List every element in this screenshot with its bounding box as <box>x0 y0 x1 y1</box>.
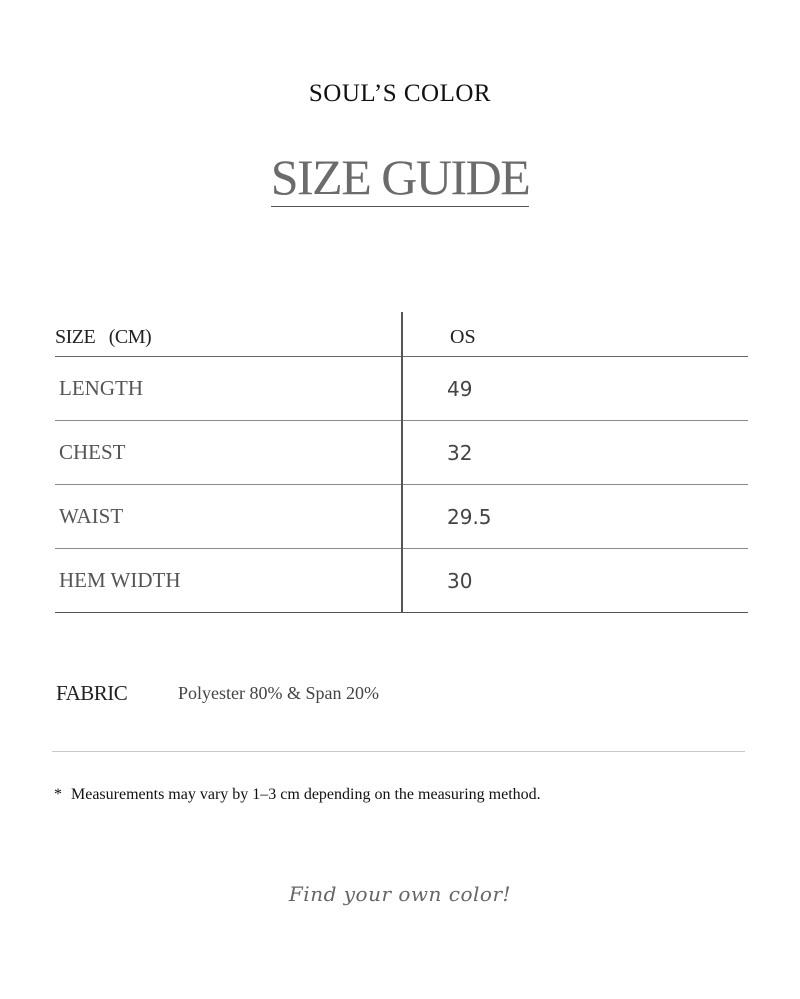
brand-name: SOUL’S COLOR <box>308 80 492 107</box>
note-text: Measurements may vary by 1–3 cm depending on the measuring method. <box>71 786 541 803</box>
row-value-chest: 32 <box>447 440 473 465</box>
title-container <box>0 150 800 207</box>
asterisk-mark: * <box>54 786 62 803</box>
header-size-column: OS <box>450 325 476 348</box>
row-label-hem-width: HEM WIDTH <box>59 568 181 592</box>
fabric-label: FABRIC <box>56 680 128 705</box>
tagline: Find your own color! <box>288 882 512 906</box>
row-value-length: 49 <box>447 376 473 401</box>
row-label-waist: WAIST <box>59 504 124 528</box>
row-value-hem-width: 30 <box>447 568 473 593</box>
column-divider <box>401 312 403 613</box>
page-title: SIZE GUIDE <box>270 149 530 205</box>
fabric-value: Polyester 80% & Span 20% <box>178 682 379 703</box>
row-label-length: LENGTH <box>59 376 143 400</box>
row-label-chest: CHEST <box>59 440 126 464</box>
measurement-note <box>54 786 541 804</box>
size-table <box>55 312 748 613</box>
header-size-label: SIZE (CM) <box>55 325 152 348</box>
fabric-section <box>56 678 379 708</box>
row-value-waist: 29.5 <box>447 504 492 529</box>
section-divider <box>52 751 745 752</box>
